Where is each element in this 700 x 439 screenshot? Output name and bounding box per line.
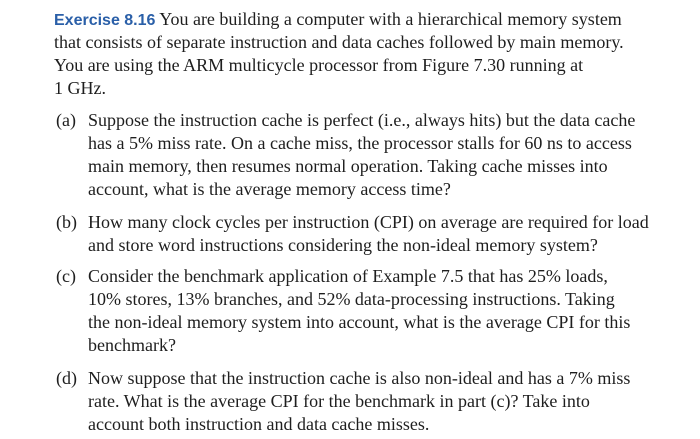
part-c-line-3: the non-ideal memory system into account, what is the average CPI for this [88, 312, 631, 332]
part-d-line-1: Now suppose that the instruction cache is also non-ideal and has a 7% miss [88, 368, 631, 388]
part-a-line-3: main memory, then resumes normal operation. Taking cache misses into [88, 156, 608, 176]
intro-line-4: 1 GHz. [54, 78, 106, 98]
intro-text-1: You are building a computer with a hierarchical memory system [155, 9, 622, 29]
part-b-label: (b) [56, 212, 77, 232]
part-d-line-3: account both instruction and data cache misses. [88, 414, 430, 434]
part-a-line-2: has a 5% miss rate. On a cache miss, the processor stalls for 60 ns to access [88, 133, 632, 153]
part-a-label: (a) [56, 110, 76, 130]
intro-line-1 [54, 8, 622, 32]
part-c-line-4: benchmark? [88, 335, 176, 355]
exercise-label: Exercise 8.16 [54, 12, 156, 29]
part-d-line-2: rate. What is the average CPI for the benchmark in part (c)? Take into [88, 391, 590, 411]
part-c-line-2: 10% stores, 13% branches, and 52% data-processing instructions. Taking [88, 289, 615, 309]
part-b-line-2: and store word instructions considering the non-ideal memory system? [88, 235, 598, 255]
part-b-line-1: How many clock cycles per instruction (CPI) on average are required for load [88, 212, 649, 232]
part-c-label: (c) [56, 266, 76, 286]
intro-line-2: that consists of separate instruction and data caches followed by main memory. [54, 32, 624, 52]
part-d-label: (d) [56, 368, 77, 388]
part-c-line-1: Consider the benchmark application of Example 7.5 that has 25% loads, [88, 266, 608, 286]
part-a-line-1: Suppose the instruction cache is perfect (i.e., always hits) but the data cache [88, 110, 636, 130]
part-a-line-4: account, what is the average memory access time? [88, 179, 451, 199]
intro-line-3: You are using the ARM multicycle processor from Figure 7.30 running at [54, 55, 584, 75]
